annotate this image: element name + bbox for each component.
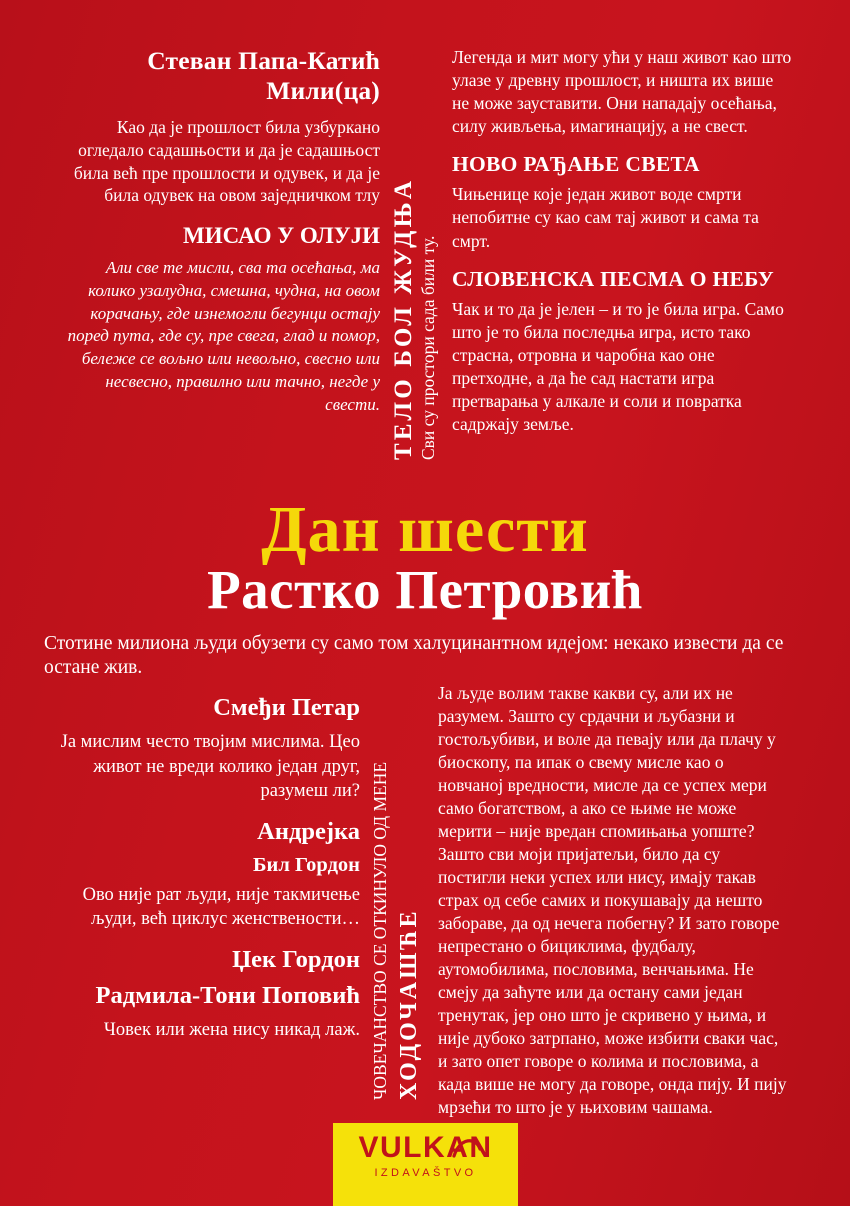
bottom-left-quote-2: Ово није рат људи, није такмичење људи, већ циклус женствености… [82, 884, 360, 930]
vertical-text-top [382, 30, 438, 480]
vertical-bottom-big-title: ХОДОЧАШЋЕ [396, 908, 422, 1100]
top-right-quote-1: Легенда и мит могу ући у наш живот као што улазе у древну прошлост, и ништа их више не може зауставити. Они нападају осећања, силу живљења, имагинацију, а не свест. [452, 47, 792, 137]
bottom-left-quote-3: Човек или жена нису никад лаж. [103, 1019, 360, 1040]
top-section [0, 0, 850, 500]
top-right-quote-2: Чињенице које један живот воде смрти непобитне су као сам тај живот и сама та смрт. [452, 184, 759, 251]
bottom-left-heading-5: Радмила-Тони Поповић [95, 981, 360, 1009]
publisher-subtitle: IZDAVAŠTVO [374, 1167, 477, 1179]
bottom-left-heading-4: Џек Гордон [232, 945, 360, 973]
top-left-author-heading [60, 46, 380, 106]
book-author: Растко Петровић [207, 559, 643, 620]
top-right-heading-1: НОВО РАЂАЊЕ СВЕТА [452, 152, 700, 177]
vertical-text-bottom [366, 680, 426, 1120]
top-left-quote-2: Али све те мисли, сва та осећања, ма колико узалудна, смешна, чудна, на овом корачању, где изнемогли бегунци остају поред пута, где су, пре свега, глад и помор, бележе се вољно или невољно, свесно или несвесно, правилно или тачно, негде у свести. [67, 258, 380, 414]
bottom-left-heading-2: Андрејка [257, 817, 360, 845]
bottom-left-heading-3: Бил Гордон [252, 853, 360, 876]
top-left-heading-2: МИСАО У ОЛУЈИ [183, 223, 380, 249]
swoosh-icon [452, 1135, 482, 1161]
bottom-left-quote-1: Ја мислим често твојим мислима. Цео живот не вреди колико један друг, разумеш ли? [60, 732, 360, 802]
top-right-column [452, 46, 792, 450]
top-left-quote-1: Као да је прошлост била узбуркано огледало садашњости и да је садашњост била већ пре прошлости и одувек, и да је била одувек на овом заједничком тлу [73, 117, 380, 206]
vertical-top-small-line: Сви су простори сада били ту. [418, 235, 438, 460]
publisher-name: VULKAN [358, 1131, 493, 1164]
bottom-right-quote: Ја људе волим такве какви су, али их не разумем. Зашто су срдачни и љубазни и гостољубиви, и воле да певају или да плачу у биоскопу, па ипак о свему мисле као о новчаној вредности, мисле да се успех мери само богатством, а ако се њиме не може мерити – није вредан спомињања уопште? Зашто сви моји пријатељи, било да су постигли неки успех или нису, имају такав страх од себе самих и покушавају да нешто забораве, да од нечега побегну? И зато говоре непрестано о бициклима, фудбалу, аутомобилима, пословима, венчањима. Не смеју да заћуте или да остану сами један тренутак, јер оно што је скривено у њима, и није дубоко затрпано, може избити сваки час, и зато опет говоре о колима и пословима, а када више не могу да говоре, онда пију. И пију мрзећи то што је у њиховим чашама. [438, 683, 787, 1117]
bottom-left-heading-1: Смеђи Петар [213, 694, 360, 721]
vertical-top-big-title: ТЕЛО БОЛ ЖУДЊА [390, 177, 417, 460]
top-left-column [60, 46, 380, 417]
bottom-right-column [438, 682, 790, 1119]
publisher-logo [333, 1123, 518, 1206]
vertical-bottom-small-line: ЧОВЕЧАНСТВО СЕ ОТКИНУЛО ОД МЕНЕ [370, 761, 390, 1100]
top-right-heading-2: СЛОВЕНСКА ПЕСМА О НЕБУ [452, 266, 774, 291]
top-left-author-line1: Стеван Папа-Катић [147, 46, 380, 75]
top-left-author-line2: Мили(ца) [266, 76, 380, 106]
bottom-left-column [60, 694, 360, 1057]
book-title: Дан шести [261, 493, 589, 566]
book-tagline: Стотине милиона људи обузети су само том халуцинантном идејом: некако извести да се остане жив. [44, 633, 784, 679]
top-right-quote-3: Чак и то да је јелен – и то је била игра. Само што је то била последња игра, исто тако страсна, отровна и чаробна као оне претходне, а да ће сад настати игра претварања у алкале и соли и повратка садржају земље. [452, 298, 784, 435]
